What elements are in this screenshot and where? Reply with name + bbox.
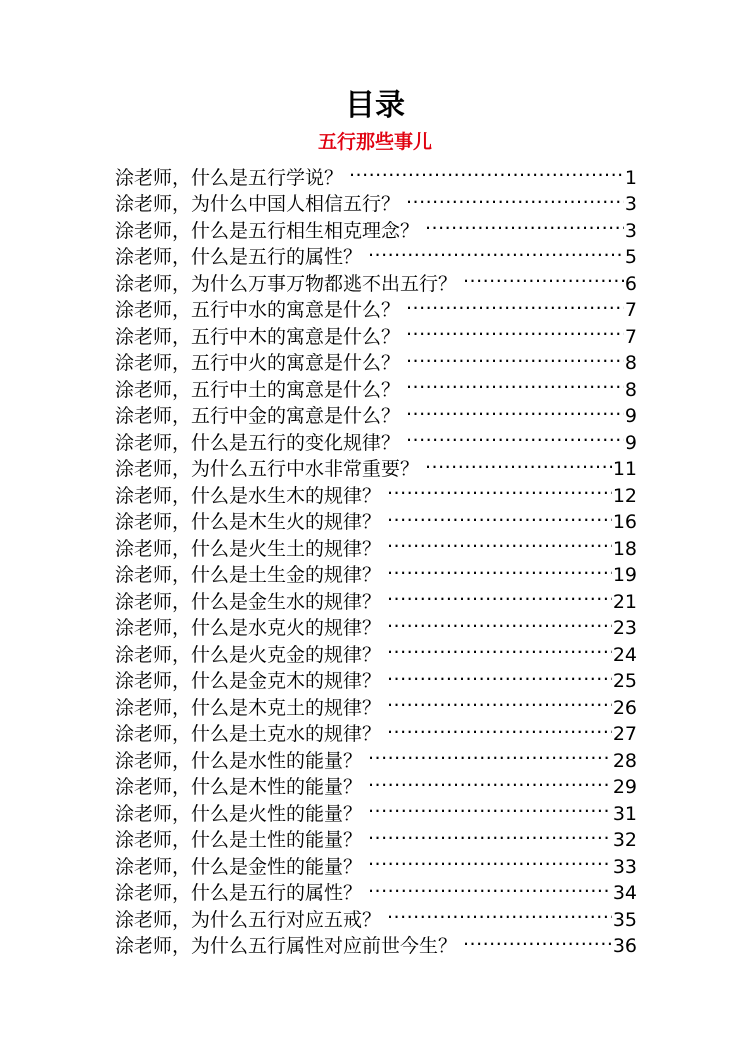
book-subtitle: 五行那些事儿	[317, 131, 432, 153]
dot-leader	[406, 290, 624, 317]
toc-entry-title: 涂老师，什么是火生土的规律？	[115, 537, 382, 560]
toc-entry-page-number: 7	[624, 325, 637, 348]
toc-entry-title: 涂老师，什么是木性的能量？	[115, 776, 363, 798]
dot-leader	[425, 449, 612, 476]
dot-leader	[387, 608, 612, 635]
toc-entry-title: 涂老师，为什么中国人相信五行？	[115, 193, 401, 215]
toc-entry-title: 涂老师，为什么万事万物都逃不出五行？	[115, 272, 458, 295]
toc-entry-page-number: 6	[624, 272, 637, 295]
toc-entry-title: 涂老师，什么是土克水的规律？	[115, 723, 382, 745]
toc-entry-title: 涂老师，什么是木克土的规律？	[115, 696, 382, 719]
dot-leader	[387, 581, 612, 608]
toc-entry-page-number: 24	[612, 643, 637, 666]
toc-entry-page-number: 31	[612, 802, 637, 825]
dot-leader	[387, 634, 612, 661]
toc-entry-title: 涂老师，什么是火性的能量？	[115, 802, 363, 825]
toc-entry-page-number: 7	[624, 299, 637, 321]
toc-entry-title: 涂老师，五行中金的寓意是什么？	[115, 405, 401, 427]
dot-leader	[463, 926, 612, 953]
toc-entry-title: 涂老师，什么是水性的能量？	[115, 749, 363, 772]
toc-entry-title: 涂老师，什么是土生金的规律？	[115, 564, 382, 586]
toc-entry-page-number: 16	[612, 511, 637, 533]
toc-entry-page-number: 3	[624, 193, 637, 215]
toc-entry-page-number: 36	[612, 935, 637, 957]
dot-leader	[387, 661, 612, 688]
toc-entry-title: 涂老师，什么是五行的变化规律？	[115, 431, 401, 454]
dot-leader	[349, 157, 624, 184]
toc-entry-page-number: 25	[612, 670, 637, 692]
toc-entry-page-number: 33	[612, 855, 637, 878]
toc-entry-page-number: 35	[612, 908, 637, 931]
toc-entry-page-number: 12	[612, 484, 637, 507]
dot-leader	[368, 767, 612, 794]
dot-leader	[368, 740, 612, 767]
dot-leader	[387, 899, 612, 926]
dot-leader	[425, 210, 624, 237]
toc-entry-title: 涂老师，为什么五行中水非常重要？	[115, 458, 420, 480]
toc-entry-page-number: 9	[624, 405, 637, 427]
toc-entry-title: 涂老师，五行中木的寓意是什么？	[115, 325, 401, 348]
toc-entry-title: 涂老师，什么是五行学说？	[115, 166, 344, 189]
dot-leader	[387, 502, 612, 529]
toc-entry-page-number: 34	[612, 882, 637, 904]
toc-entry-page-number: 23	[612, 617, 637, 639]
toc-entry[interactable]	[115, 157, 637, 189]
dot-leader	[463, 263, 624, 290]
toc-entry-title: 涂老师，什么是金生水的规律？	[115, 590, 382, 613]
dot-leader	[387, 687, 612, 714]
toc-entry-title: 涂老师，五行中土的寓意是什么？	[115, 378, 401, 401]
toc-entry-page-number: 19	[612, 564, 637, 586]
dot-leader	[406, 369, 624, 396]
dot-leader	[387, 475, 612, 502]
dot-leader	[406, 396, 624, 423]
toc-entry-title: 涂老师，什么是五行的属性？	[115, 246, 363, 268]
toc-entry-page-number: 28	[612, 749, 637, 772]
toc-entry-title: 涂老师，什么是五行相生相克理念？	[115, 219, 420, 242]
toc-entry-page-number: 3	[624, 219, 637, 242]
toc-entry-title: 涂老师，什么是水克火的规律？	[115, 617, 382, 639]
dot-leader	[387, 714, 612, 741]
toc-entry-title: 涂老师，五行中水的寓意是什么？	[115, 299, 401, 321]
toc-entry-page-number: 1	[624, 166, 637, 189]
toc-entry-title: 涂老师，什么是木生火的规律？	[115, 511, 382, 533]
dot-leader	[406, 422, 624, 449]
toc-entry-title: 涂老师，为什么五行属性对应前世今生？	[115, 935, 458, 957]
toc-entry-page-number: 8	[624, 352, 637, 374]
dot-leader	[368, 793, 612, 820]
toc-entry-page-number: 8	[624, 378, 637, 401]
toc-entry-title: 涂老师，什么是五行的属性？	[115, 882, 363, 904]
toc-entry-title: 涂老师，五行中火的寓意是什么？	[115, 352, 401, 374]
toc-entry-page-number: 21	[612, 590, 637, 613]
dot-leader	[368, 873, 612, 900]
toc-entry-title: 涂老师，什么是火克金的规律？	[115, 643, 382, 666]
toc-entry-page-number: 18	[612, 537, 637, 560]
dot-leader	[406, 316, 624, 343]
toc-entry-page-number: 26	[612, 696, 637, 719]
toc-entry-title: 涂老师，什么是金克木的规律？	[115, 670, 382, 692]
toc-entry-title: 涂老师，为什么五行对应五戒？	[115, 908, 382, 931]
dot-leader	[368, 237, 624, 264]
toc-entry-page-number: 11	[612, 458, 637, 480]
dot-leader	[368, 846, 612, 873]
toc-entry-page-number: 27	[612, 723, 637, 745]
dot-leader	[387, 555, 612, 582]
dot-leader	[368, 820, 612, 847]
table-of-contents	[115, 157, 637, 957]
dot-leader	[406, 184, 624, 211]
toc-entry-page-number: 9	[624, 431, 637, 454]
dot-leader	[387, 528, 612, 555]
toc-entry-title: 涂老师，什么是金性的能量？	[115, 855, 363, 878]
toc-entry-page-number: 5	[624, 246, 637, 268]
toc-title: 目录	[345, 88, 405, 123]
toc-entry-title: 涂老师，什么是土性的能量？	[115, 829, 363, 851]
toc-entry-title: 涂老师，什么是水生木的规律？	[115, 484, 382, 507]
dot-leader	[406, 343, 624, 370]
toc-entry-page-number: 29	[612, 776, 637, 798]
toc-entry-page-number: 32	[612, 829, 637, 851]
